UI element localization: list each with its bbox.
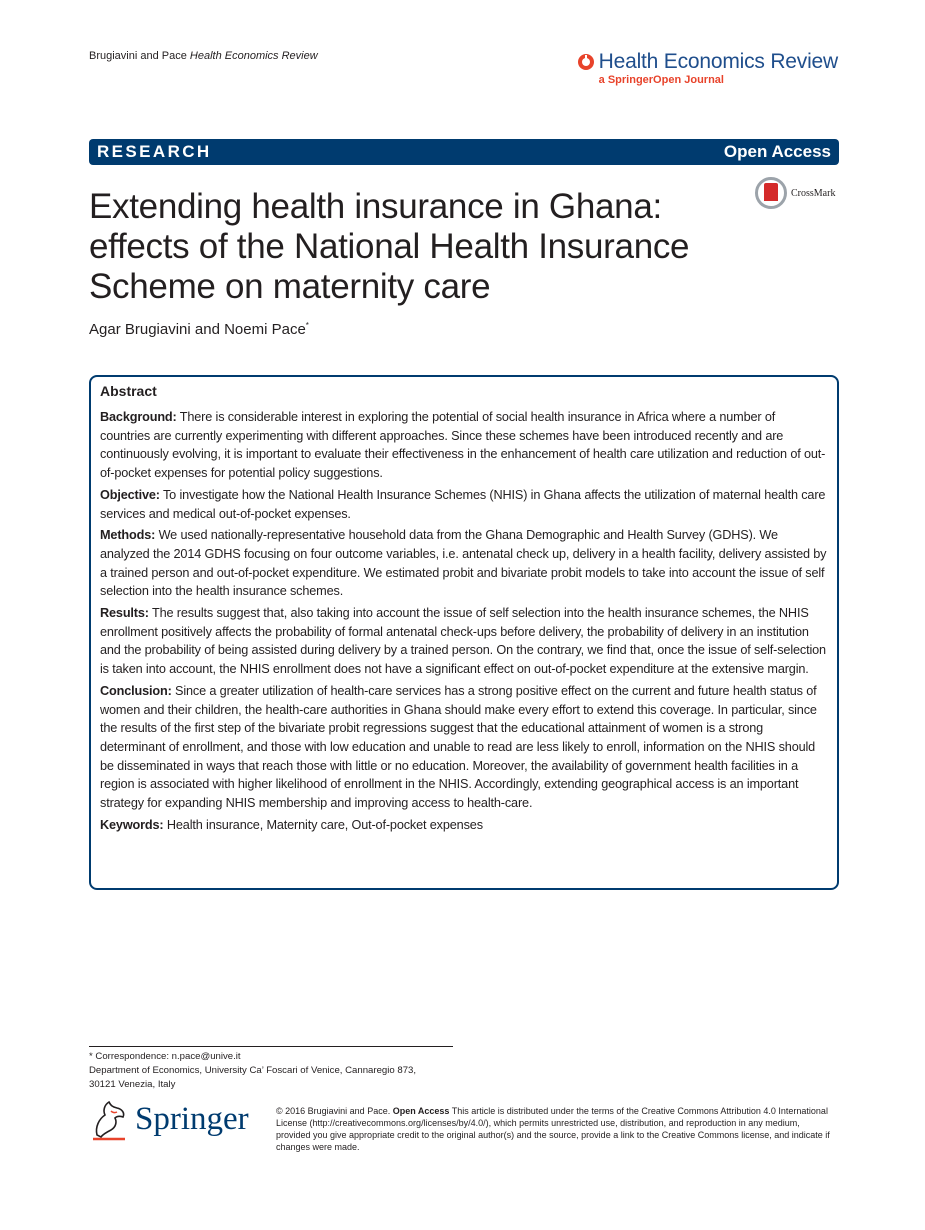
title-line-1: Extending health insurance in Ghana: — [89, 187, 662, 226]
article-type-label: RESEARCH — [97, 142, 212, 161]
running-head — [89, 50, 318, 62]
journal-brand[interactable] — [578, 50, 838, 86]
abstract-section-text: Health insurance, Maternity care, Out-of-pocket expenses — [163, 817, 483, 832]
license-statement — [276, 1105, 831, 1153]
abstract-section-label: Objective: — [100, 487, 160, 502]
abstract-conclusion — [100, 682, 828, 813]
footnote-divider — [89, 1046, 453, 1047]
footnote-affiliation-2: 30121 Venezia, Italy — [89, 1079, 176, 1090]
article-title — [89, 187, 729, 307]
abstract-keywords — [100, 816, 828, 835]
authors-text: Agar Brugiavini and Noemi Pace — [89, 321, 306, 338]
abstract-box — [89, 375, 839, 890]
article-type-banner — [89, 139, 839, 165]
abstract-objective — [100, 486, 828, 523]
license-copyright: © 2016 Brugiavini and Pace. — [276, 1106, 393, 1116]
abstract-section-text: There is considerable interest in exploring the potential of social health insurance in Africa where a number of countries are currently experimenting with different approaches. Since these schemes have been introduced recently and are continuously evolving, it is important to evaluate their effectiveness in the enhancement of health care utilization and reduction of out-of-pocket expenses for potential policy suggestions. — [100, 410, 826, 481]
abstract-section-label: Background: — [100, 410, 177, 424]
abstract-section-text: To investigate how the National Health Insurance Schemes (NHIS) in Ghana affects the utilization of maternal health care services and medical out-of-pocket expenses. — [100, 487, 826, 521]
crossmark-icon — [755, 177, 787, 209]
abstract-section-text: We used nationally-representative household data from the Ghana Demographic and Health Survey (GDHS). We analyzed the 2014 GDHS focusing on four outcome variables, i.e. antenatal check up, delivery in a health facility, delivery assisted by a trained person and out-of-pocket expenditure. We estimated probit and bivariate probit models to take into account the issue of self selection into the health insurance schemes. — [100, 528, 827, 599]
springer-horse-icon — [89, 1097, 129, 1141]
title-line-3: Scheme on maternity care — [89, 267, 491, 306]
license-open-access: Open Access — [392, 1106, 450, 1116]
abstract-results — [100, 604, 828, 679]
abstract-methods — [100, 526, 828, 601]
abstract-section-label: Conclusion: — [100, 683, 172, 698]
abstract-section-text: The results suggest that, also taking into account the issue of self selection into the health insurance schemes, the NHIS enrollment positively affects the probability of formal antenatal check-ups before delivery, the probability of delivery in an institution and the probability of being assisted during delivery by a trained person. On the contrary, we find that, once the issue of self-selection is taken into account, the NHIS enrollment does not have a significant effect on out-of-pocket expenditure at the extensive margin. — [100, 606, 826, 677]
footnote-correspondence[interactable]: * Correspondence: n.pace@unive.it — [89, 1051, 241, 1062]
correspondence-footnote — [89, 1050, 469, 1092]
abstract-background — [100, 408, 828, 483]
crossmark-badge[interactable] — [755, 177, 835, 209]
abstract-section-label: Keywords: — [100, 817, 164, 832]
abstract-section-label: Methods: — [100, 528, 156, 543]
abstract-section-label: Results: — [100, 606, 149, 621]
license-body: This article is distributed under the terms of the Creative Commons Attribution 4.0 International License (http://creativecommons.org/licenses/by/4.0/), which permits unrestricted use, distribution, and reproduction in any medium, provided you give appropriate credit to the original author(s) and the source, provide a link to the Creative Commons license, and indicate if changes were made. — [276, 1106, 830, 1152]
running-head-authors: Brugiavini and Pace — [89, 50, 187, 62]
footnote-affiliation-1: Department of Economics, University Ca’ Foscari of Venice, Cannaregio 873, — [89, 1065, 417, 1076]
abstract-heading: Abstract — [100, 383, 157, 399]
open-access-label: Open Access — [723, 142, 831, 161]
crossmark-label: CrossMark — [791, 187, 836, 199]
author-list — [89, 321, 309, 338]
journal-brand-name: Health Economics Review — [598, 50, 838, 73]
title-line-2: effects of the National Health Insurance — [89, 227, 690, 266]
abstract-section-text: Since a greater utilization of health-care services has a strong positive effect on the current and future health status of women and their children, the health-care authorities in Ghana should make every effort to extend this coverage. In particular, since the results of the first step of the bivariate probit regressions suggest that the educational attainment of women is a strong determinant of enrollment, and those with low education and unable to read are less likely to enroll, information on the NHIS should be disseminated in ways that reach those with little or no education. Moreover, the availability of government health facilities in a region is associated with higher likelihood of enrollment in the NHIS. Accordingly, extending geographical access is an important strategy for expanding NHIS membership and improving access to health-care. — [100, 683, 817, 811]
correspondence-mark: * — [305, 321, 309, 330]
springer-logo[interactable] — [89, 1097, 249, 1141]
springer-wordmark: Springer — [135, 1100, 249, 1137]
springeropen-logo-icon — [578, 54, 594, 70]
journal-brand-subtitle: a SpringerOpen Journal — [598, 74, 724, 86]
running-head-journal: Health Economics Review — [189, 50, 318, 62]
